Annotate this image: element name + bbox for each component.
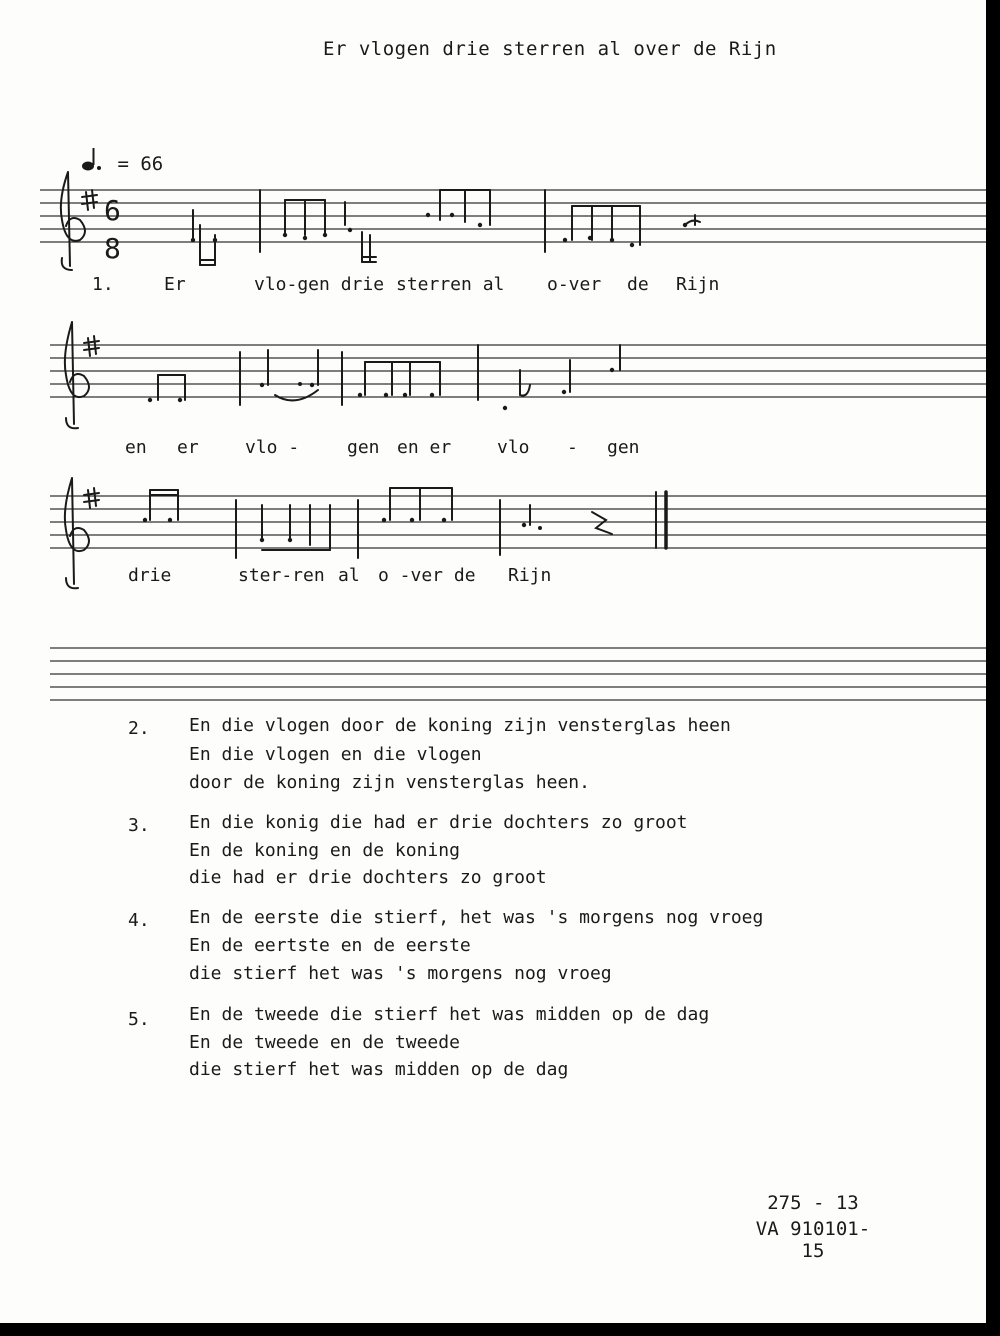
lyric-syllable: Rijn — [676, 274, 720, 295]
verse-line: die stierf het was 's morgens nog vroeg — [189, 963, 612, 984]
reference-line-2: VA 910101-15 — [755, 1218, 871, 1262]
reference-code — [748, 1192, 878, 1262]
song-title: Er vlogen drie sterren al over de Rijn — [323, 38, 777, 60]
sharp-icon — [82, 190, 97, 210]
lyric-syllable: vlo — [497, 437, 530, 458]
lyric-syllable: drie — [128, 565, 172, 586]
treble-clef-icon — [61, 172, 85, 270]
lyric-syllable: vlo-gen drie — [254, 274, 385, 295]
verse-number: 2. — [128, 718, 150, 739]
lyric-syllable: en — [125, 437, 147, 458]
staff-3 — [50, 496, 986, 548]
verse-line: En die vlogen en die vlogen — [189, 744, 482, 765]
lyric-syllable: vlo - — [245, 437, 300, 458]
lyric-syllable: gen — [607, 437, 640, 458]
lyric-syllable: al — [338, 565, 360, 586]
tempo-value: = 66 — [117, 153, 164, 175]
verse-line: En de eerste die stierf, het was 's morgens nog vroeg — [189, 907, 764, 928]
staff-4 — [50, 648, 986, 700]
staff-1 — [40, 190, 986, 242]
staff-2 — [50, 345, 986, 397]
verse-line: door de koning zijn vensterglas heen. — [189, 772, 590, 793]
lyric-syllable: - — [567, 437, 578, 458]
lyric-syllable: er — [177, 437, 199, 458]
verse-line: die stierf het was midden op de dag — [189, 1059, 569, 1080]
quarter-rest-icon — [592, 512, 612, 534]
verse-line: En die vlogen door de koning zijn vensterglas heen — [189, 715, 731, 736]
verse-number: 3. — [128, 815, 150, 836]
verse-line: die had er drie dochters zo groot — [189, 867, 547, 888]
time-signature-denominator: 8 — [104, 232, 121, 265]
lyric-verse-number: 1. — [92, 274, 114, 295]
time-signature-numerator: 6 — [104, 194, 121, 227]
lyric-syllable: en er — [397, 437, 452, 458]
lyric-syllable: o-ver — [547, 274, 602, 295]
lyric-syllable: Rijn — [508, 565, 552, 586]
lyric-syllable: sterren al — [396, 274, 505, 295]
lyric-syllable: de — [627, 274, 649, 295]
lyric-syllable: ster-ren — [238, 565, 325, 586]
verse-line: En de eertste en de eerste — [189, 935, 471, 956]
lyric-syllable: Er — [164, 274, 186, 295]
verse-number: 4. — [128, 910, 150, 931]
verse-line: En de koning en de koning — [189, 840, 460, 861]
lyric-syllable: gen — [347, 437, 380, 458]
lyric-syllable: o -ver de — [378, 565, 476, 586]
reference-line-1: 275 - 13 — [767, 1192, 859, 1214]
verse-line: En de tweede die stierf het was midden op de dag — [189, 1004, 710, 1025]
verse-line: En de tweede en de tweede — [189, 1032, 460, 1053]
verse-number: 5. — [128, 1009, 150, 1030]
sharp-icon — [84, 336, 99, 356]
verse-line: En die konig die had er drie dochters zo groot — [189, 812, 688, 833]
treble-clef-icon — [65, 322, 89, 428]
sharp-icon — [84, 488, 99, 508]
